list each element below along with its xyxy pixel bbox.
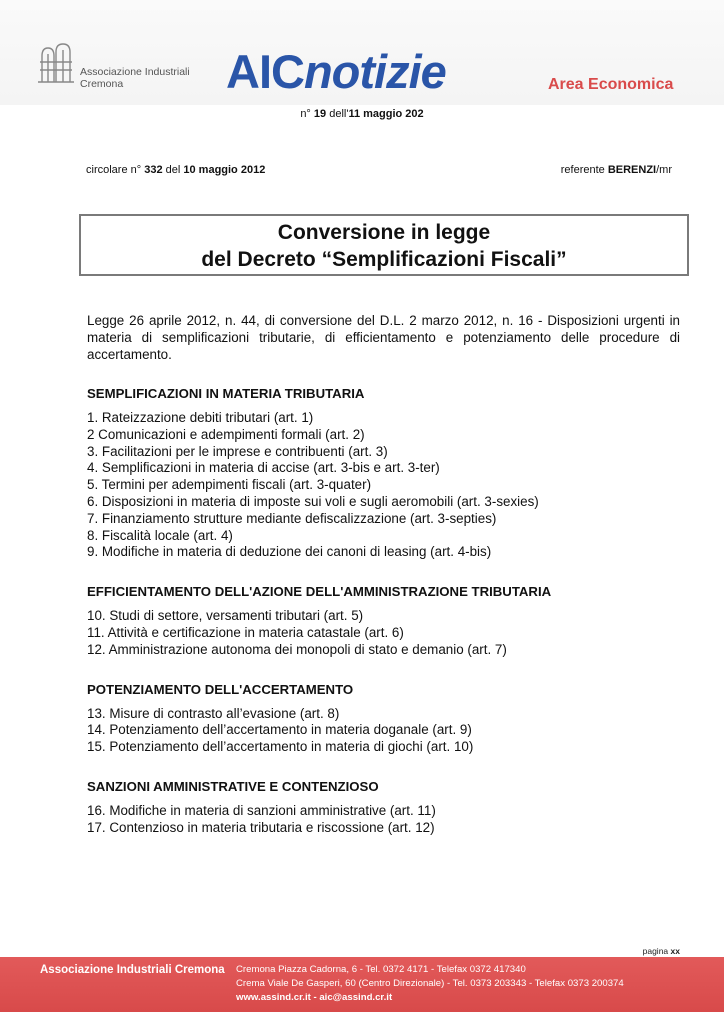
list-item: 7. Finanziamento strutture mediante defiscalizzazione (art. 3-septies) <box>87 510 497 526</box>
list-item: 12. Amministrazione autonoma dei monopoli di stato e demanio (art. 7) <box>87 641 507 657</box>
masthead-logo <box>226 44 446 100</box>
list-item: 8. Fiscalità locale (art. 4) <box>87 527 233 543</box>
footer-web-email: www.assind.cr.it - aic@assind.cr.it <box>236 992 393 1003</box>
list-item: 14. Potenziamento dell’accertamento in materia doganale (art. 9) <box>87 722 472 738</box>
issue-mid: dell' <box>329 108 349 120</box>
section-title: SEMPLIFICAZIONI IN MATERIA TRIBUTARIA <box>87 386 365 401</box>
circolare-number: 332 <box>144 164 163 176</box>
section-list <box>87 706 680 756</box>
footer-address-crema: Crema Viale De Gasperi, 60 (Centro Direzionale) - Tel. 0373 203343 - Telefax 0373 200374 <box>236 978 624 989</box>
list-item: 10. Studi di settore, versamenti tributari (art. 5) <box>87 608 364 624</box>
footer-contacts <box>236 963 624 1005</box>
area-label: Area Economica <box>548 76 674 93</box>
header-band <box>0 0 724 105</box>
list-item: 1. Rateizzazione debiti tributari (art. 1) <box>87 410 314 425</box>
list-item: 13. Misure di contrasto all’evasione (art. 8) <box>87 705 340 721</box>
circolare-mid: del <box>165 164 181 176</box>
issue-line <box>0 108 724 120</box>
document-title-line2: del Decreto “Semplificazioni Fiscali” <box>201 248 567 271</box>
list-item: 9. Modifiche in materia di deduzione dei canoni di leasing (art. 4-bis) <box>87 544 492 560</box>
document-title-box <box>79 214 689 276</box>
referente-line <box>561 164 672 176</box>
masthead-part-a: AIC <box>226 45 304 98</box>
list-item: 16. Modifiche in materia di sanzioni amministrative (art. 11) <box>87 802 436 818</box>
issue-date: 11 maggio 202 <box>348 108 424 120</box>
section-title: EFFICIENTAMENTO DELL'AZIONE DELL'AMMINISTRAZIONE TRIBUTARIA <box>87 584 552 600</box>
intro-paragraph: Legge 26 aprile 2012, n. 44, di conversione del D.L. 2 marzo 2012, n. 16 - Disposizioni urgenti in materia di semplificazioni tributarie, di efficientamento e potenziamento delle procedure di accertamento. <box>87 313 680 362</box>
list-item: 5. Termini per adempimenti fiscali (art. 3-quater) <box>87 477 372 493</box>
referente-suffix: /mr <box>656 164 672 176</box>
issue-prefix: n° <box>300 108 311 120</box>
association-logo-icon <box>36 42 76 86</box>
list-item: 3. Facilitazioni per le imprese e contribuenti (art. 3) <box>87 443 388 459</box>
list-item: 4. Semplificazioni in materia di accise (art. 3-bis e art. 3-ter) <box>87 460 440 476</box>
document-body <box>87 312 680 859</box>
footer-address-cremona: Cremona Piazza Cadorna, 6 - Tel. 0372 4171 - Telefax 0372 417340 <box>236 964 526 975</box>
list-item: 17. Contenzioso in materia tributaria e riscossione (art. 12) <box>87 819 435 835</box>
referente-name: BERENZI <box>607 164 657 176</box>
page-prefix: pagina <box>642 946 669 956</box>
page-number-value: xx <box>670 946 680 956</box>
page-number <box>643 946 680 956</box>
issue-number: 19 <box>313 108 327 120</box>
section-title: SANZIONI AMMINISTRATIVE E CONTENZIOSO <box>87 778 379 794</box>
circolare-line <box>86 164 265 176</box>
section-title: POTENZIAMENTO DELL'ACCERTAMENTO <box>87 681 354 697</box>
masthead-part-b: notizie <box>303 45 446 98</box>
association-name-line1: Associazione Industriali <box>80 66 190 78</box>
list-item: 6. Disposizioni in materia di imposte sui voli e sugli aeromobili (art. 3-sexies) <box>87 493 539 509</box>
section-list <box>87 410 680 561</box>
document-title-line1: Conversione in legge <box>277 221 491 244</box>
circolare-date: 10 maggio 2012 <box>183 164 266 176</box>
referente-prefix: referente <box>560 164 605 176</box>
list-item: 15. Potenziamento dell’accertamento in materia di giochi (art. 10) <box>87 739 474 755</box>
list-item: 2 Comunicazioni e adempimenti formali (art. 2) <box>87 426 365 442</box>
association-name-line2: Cremona <box>80 78 124 90</box>
association-name <box>80 66 200 90</box>
footer-association: Associazione Industriali Cremona <box>40 964 225 976</box>
circolare-prefix: circolare n° <box>86 164 142 176</box>
section-list <box>87 608 680 658</box>
section-list <box>87 803 680 837</box>
list-item: 11. Attività e certificazione in materia catastale (art. 6) <box>87 624 404 640</box>
footer-band <box>0 957 724 1012</box>
